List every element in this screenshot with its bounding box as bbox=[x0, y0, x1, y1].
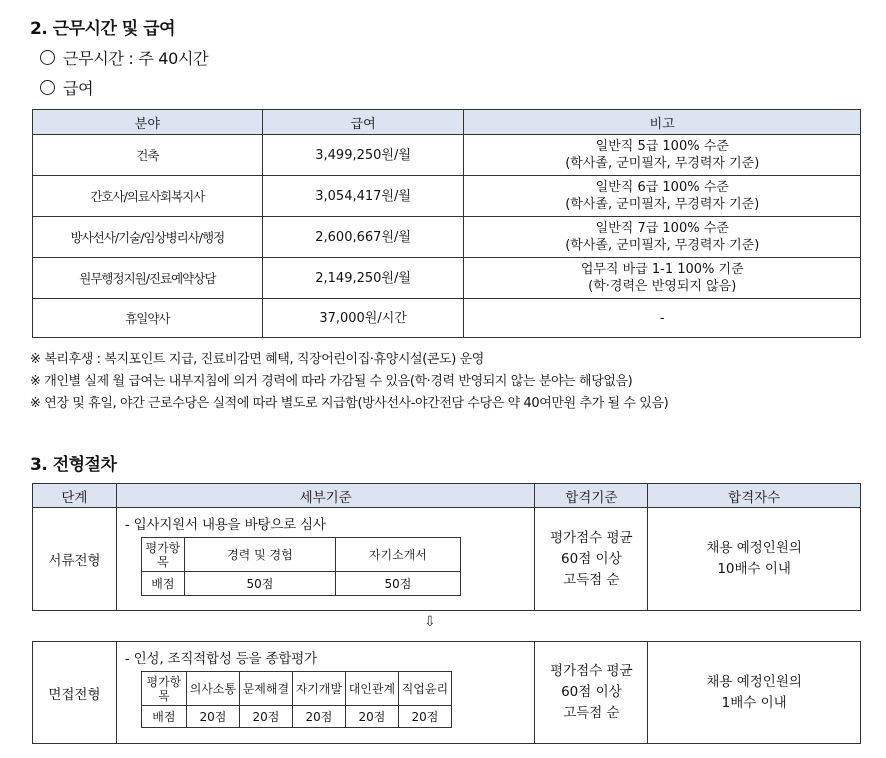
pass-cell bbox=[535, 642, 648, 744]
note-overtime: ※ 연장 및 휴일, 야간 근로수당은 실적에 따라 별도로 지급함(방사선사-야간전담 수당은 약 40여만원 추가 될 수 있음) bbox=[30, 396, 669, 411]
item-name: 문제해결 bbox=[239, 672, 292, 706]
field-cell: 원무행정지원/진료예약상담 bbox=[33, 258, 263, 299]
item-label: 평가항목 bbox=[141, 672, 186, 706]
score-value: 20점 bbox=[239, 706, 292, 728]
field-cell: 휴일약사 bbox=[33, 299, 263, 338]
table-row bbox=[141, 572, 460, 596]
table-row bbox=[33, 176, 861, 217]
header-criteria: 세부기준 bbox=[116, 484, 535, 508]
note-cell bbox=[464, 176, 861, 217]
field-cell: 건축 bbox=[33, 135, 263, 176]
note-line: 일반직 7급 100% 수준 bbox=[595, 221, 729, 236]
salary-table-header bbox=[33, 110, 861, 135]
header-pay: 급여 bbox=[262, 110, 464, 135]
work-hours-line bbox=[40, 46, 208, 69]
section2-title: 2. 근무시간 및 급여 bbox=[30, 19, 175, 39]
criteria-text: - 인성, 조직적합성 등을 종합평가 bbox=[124, 651, 317, 667]
note-cell bbox=[464, 217, 861, 258]
note-line: (학·경력은 반영되지 않음) bbox=[588, 279, 737, 294]
score-value: 50점 bbox=[335, 572, 460, 596]
note-line: 업무직 바급 1-1 100% 기준 bbox=[580, 262, 744, 277]
table-row bbox=[141, 706, 451, 728]
stage-name: 서류전형 bbox=[33, 508, 117, 611]
count-line: 채용 예정인원의 bbox=[706, 673, 802, 690]
pay-cell: 3,499,250원/월 bbox=[262, 135, 464, 176]
count-cell bbox=[648, 642, 861, 744]
field-cell: 방사선사/기술/임상병리사/행정 bbox=[33, 217, 263, 258]
table-row bbox=[141, 672, 451, 706]
score-value: 20점 bbox=[398, 706, 451, 728]
score-label: 배점 bbox=[141, 572, 184, 596]
pass-line: 고득점 순 bbox=[563, 705, 620, 721]
document-score-table bbox=[141, 537, 461, 596]
field-cell: 간호사/의료사회복지사 bbox=[33, 176, 263, 217]
item-name: 자기소개서 bbox=[335, 538, 460, 572]
score-label: 배점 bbox=[141, 706, 186, 728]
salary-label: 급여 bbox=[63, 79, 94, 98]
pay-cell: 2,600,667원/월 bbox=[262, 217, 464, 258]
document-stage-table bbox=[32, 483, 861, 611]
pass-line: 60점 이상 bbox=[561, 684, 622, 700]
item-name: 직업윤리 bbox=[398, 672, 451, 706]
pass-cell bbox=[535, 508, 648, 611]
count-line: 채용 예정인원의 bbox=[706, 540, 802, 556]
pay-cell: 3,054,417원/월 bbox=[262, 176, 464, 217]
circle-bullet-icon bbox=[40, 80, 55, 95]
note-cell bbox=[464, 135, 861, 176]
work-hours-text: 근무시간 : 주 40시간 bbox=[63, 49, 209, 68]
note-cell bbox=[464, 258, 861, 299]
notes-block bbox=[30, 349, 668, 415]
item-name: 대인관계 bbox=[345, 672, 398, 706]
pay-cell: 37,000원/시간 bbox=[262, 299, 464, 338]
note-welfare: ※ 복리후생 : 복지포인트 지급, 진료비감면 혜택, 직장어린이집·휴양시설(콘도) 운영 bbox=[30, 352, 484, 367]
note-line: (학사졸, 군미필자, 무경력자 기준) bbox=[565, 156, 760, 171]
table-row bbox=[33, 642, 861, 744]
item-label: 평가항목 bbox=[141, 538, 184, 572]
item-name: 의사소통 bbox=[186, 672, 239, 706]
criteria-text: - 입사지원서 내용을 바탕으로 심사 bbox=[124, 517, 326, 533]
note-cell: - bbox=[464, 299, 861, 338]
interview-stage-table bbox=[32, 641, 861, 744]
pass-line: 평가점수 평균 bbox=[550, 663, 633, 679]
score-value: 50점 bbox=[184, 572, 335, 596]
salary-line bbox=[40, 76, 93, 99]
pass-line: 고득점 순 bbox=[563, 571, 620, 588]
table-row bbox=[141, 538, 460, 572]
criteria-cell bbox=[116, 642, 535, 744]
score-value: 20점 bbox=[345, 706, 398, 728]
note-salary-adjust: ※ 개인별 실제 월 급여는 내부지침에 의거 경력에 따라 가감될 수 있음(학·경력 반영되지 않는 분야는 해당없음) bbox=[30, 374, 633, 389]
item-name: 경력 및 경험 bbox=[184, 538, 335, 572]
note-line: 일반직 5급 100% 수준 bbox=[595, 139, 729, 154]
salary-table bbox=[32, 109, 861, 338]
stage-name: 면접전형 bbox=[33, 642, 117, 744]
note-line: 일반직 6급 100% 수준 bbox=[595, 180, 729, 195]
score-value: 20점 bbox=[292, 706, 345, 728]
count-cell bbox=[648, 508, 861, 611]
header-pass: 합격기준 bbox=[535, 484, 648, 508]
pay-cell: 2,149,250원/월 bbox=[262, 258, 464, 299]
table-row bbox=[33, 135, 861, 176]
item-name: 자기개발 bbox=[292, 672, 345, 706]
table-row bbox=[33, 508, 861, 611]
section3-title: 3. 전형절차 bbox=[30, 455, 117, 475]
note-line: (학사졸, 군미필자, 무경력자 기준) bbox=[565, 238, 760, 253]
header-stage: 단계 bbox=[33, 484, 117, 508]
pass-line: 평가점수 평균 bbox=[550, 529, 633, 546]
header-note: 비고 bbox=[464, 110, 861, 135]
circle-bullet-icon bbox=[40, 50, 55, 65]
pass-line: 60점 이상 bbox=[561, 550, 622, 567]
down-arrow-icon: ⇩ bbox=[424, 614, 436, 630]
header-count: 합격자수 bbox=[648, 484, 861, 508]
header-field: 분야 bbox=[33, 110, 263, 135]
table-row bbox=[33, 217, 861, 258]
table-row bbox=[33, 299, 861, 338]
note-line: (학사졸, 군미필자, 무경력자 기준) bbox=[565, 197, 760, 212]
interview-score-table bbox=[141, 671, 452, 728]
step-table-header bbox=[33, 484, 861, 508]
count-line: 10배수 이내 bbox=[717, 561, 791, 577]
criteria-cell bbox=[116, 508, 535, 611]
score-value: 20점 bbox=[186, 706, 239, 728]
table-row bbox=[33, 258, 861, 299]
count-line: 1배수 이내 bbox=[721, 694, 787, 711]
